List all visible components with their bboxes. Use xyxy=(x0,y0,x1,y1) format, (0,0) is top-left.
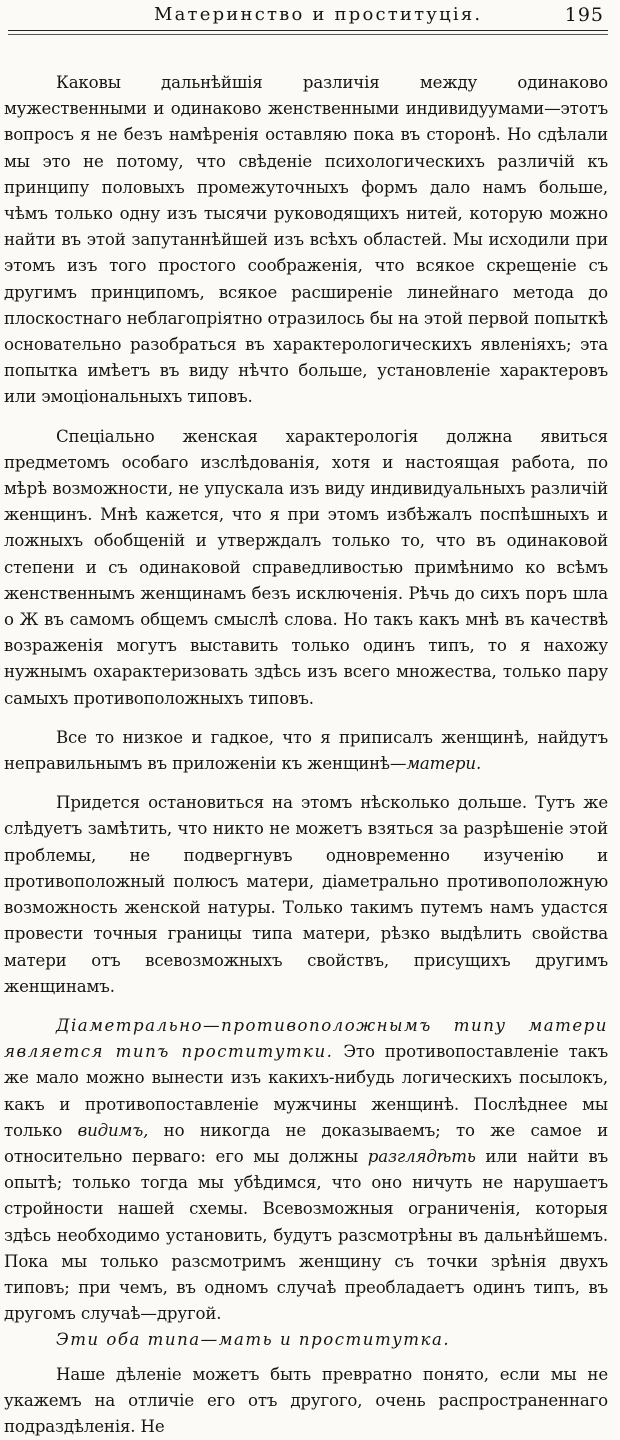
paragraph-5-text-a: Это противопоставленіе такъ же мало можно вынести изъ какихъ-нибудь логическихъ посылокъ, какъ и противопоставленіе мужчины женщинѣ. Послѣднее мы только xyxy=(4,1042,608,1140)
paragraph-1: Каковы дальнѣйшія различія между одинаково мужественными и одинаково женственными индивидуумами—этотъ вопросъ я не безъ намѣренія оставляю пока въ сторонѣ. Но сдѣлали мы это не потому, что свѣденіе психологическихъ различій къ принципу половыхъ промежуточныхъ формъ дало намъ больше, чѣмъ только одну изъ тысячи руководящихъ нитей, которую можно найти въ этой запутаннѣйшей изъ всѣхъ областей. Мы исходили при этомъ изъ того простого соображенія, что всякое скрещеніе съ другимъ принципомъ, всякое расширеніе линейнаго метода до плоскостнаго неблагопріятно отразилось бы на этой первой попыткѣ основательно разобраться въ характерологическихъ явленіяхъ; эта попытка имѣетъ въ виду нѣчто больше, установленіе характеровъ или эмоціональныхъ типовъ. xyxy=(4,73,608,407)
page-body xyxy=(4,70,608,1440)
paragraph-6-italic: Эти оба типа—мать и проститутка. xyxy=(56,1330,451,1350)
paragraph-5-text-b: но никогда не доказываемъ; то же самое и относительно перваго: его мы должны xyxy=(4,1120,608,1166)
header-rule xyxy=(8,30,608,31)
paragraph-6 xyxy=(4,1327,608,1353)
paragraph-3-italic: матери. xyxy=(406,754,482,774)
paragraph-5-text-c: или найти въ опытѣ; только тогда мы убѣдимся, что оно ничуть не нарушаетъ стройности нашей схемы. Всевозможныя ограниченія, которыя здѣсь необходимо установить, будутъ разсмотрѣны въ дальнѣйшемъ. Пока мы только разсмотримъ женщину съ точки зрѣнія двухъ типовъ; при чемъ, въ одномъ случаѣ преобладаетъ одинъ типъ, въ другомъ случаѣ—другой. xyxy=(4,1146,608,1324)
paragraph-3-text: Все то низкое и гадкое, что я приписалъ женщинѣ, найдутъ неправильнымъ въ приложеніи къ женщинѣ— xyxy=(4,727,608,774)
page-header xyxy=(4,0,608,34)
running-title: Материнство и проституція. xyxy=(154,4,483,25)
paragraph-5-italic-a: видимъ, xyxy=(77,1120,149,1140)
header-rule-thin xyxy=(8,34,608,35)
paragraph-5 xyxy=(4,1013,608,1327)
page-number: 195 xyxy=(564,4,604,26)
paragraph-5-italic-b: разглядѣть xyxy=(367,1146,476,1166)
paragraph-4: Придется остановиться на этомъ нѣсколько дольше. Тутъ же слѣдуетъ замѣтить, что никто не можетъ взяться за разрѣшеніе этой проблемы, не подвергнувъ одновременно изученію и противоположный полюсъ матери, діаметрально противоположную возможность женской натуры. Только такимъ путемъ намъ удастся провести точныя границы типа матери, рѣзко выдѣлить свойства матери отъ всевозможныхъ свойствъ, присущихъ другимъ женщинамъ. xyxy=(4,793,608,996)
paragraph-3 xyxy=(4,725,608,777)
paragraph-5-italic-lead: Діаметрально—противоположнымъ типу матери является типъ проститутки. xyxy=(4,1015,608,1062)
paragraph-7: Наше дѣленіе можетъ быть превратно понято, если мы не укажемъ на отличіе его отъ другого, очень распространеннаго подраздѣленія. Не xyxy=(4,1364,608,1436)
paragraph-2: Спеціально женская характерологія должна явиться предметомъ особаго изслѣдованія, хотя и настоящая работа, по мѣрѣ возможности, не упускала изъ виду индивидуальныхъ различій женщинъ. Мнѣ кажется, что я при этомъ избѣжалъ поспѣшныхъ и ложныхъ обобщеній и утверждалъ только то, что въ одинаковой степени и съ одинаковой справедливостью примѣнимо ко всѣмъ женственнымъ женщинамъ безъ исключенія. Рѣчь до сихъ поръ шла о Ж въ самомъ общемъ смыслѣ слова. Но такъ какъ мнѣ въ качествѣ возраженія могутъ выставить только одинъ типъ, то я нахожу нужнымъ охарактеризовать здѣсь изъ всего множества, только пару самыхъ противоположныхъ типовъ. xyxy=(4,426,608,708)
